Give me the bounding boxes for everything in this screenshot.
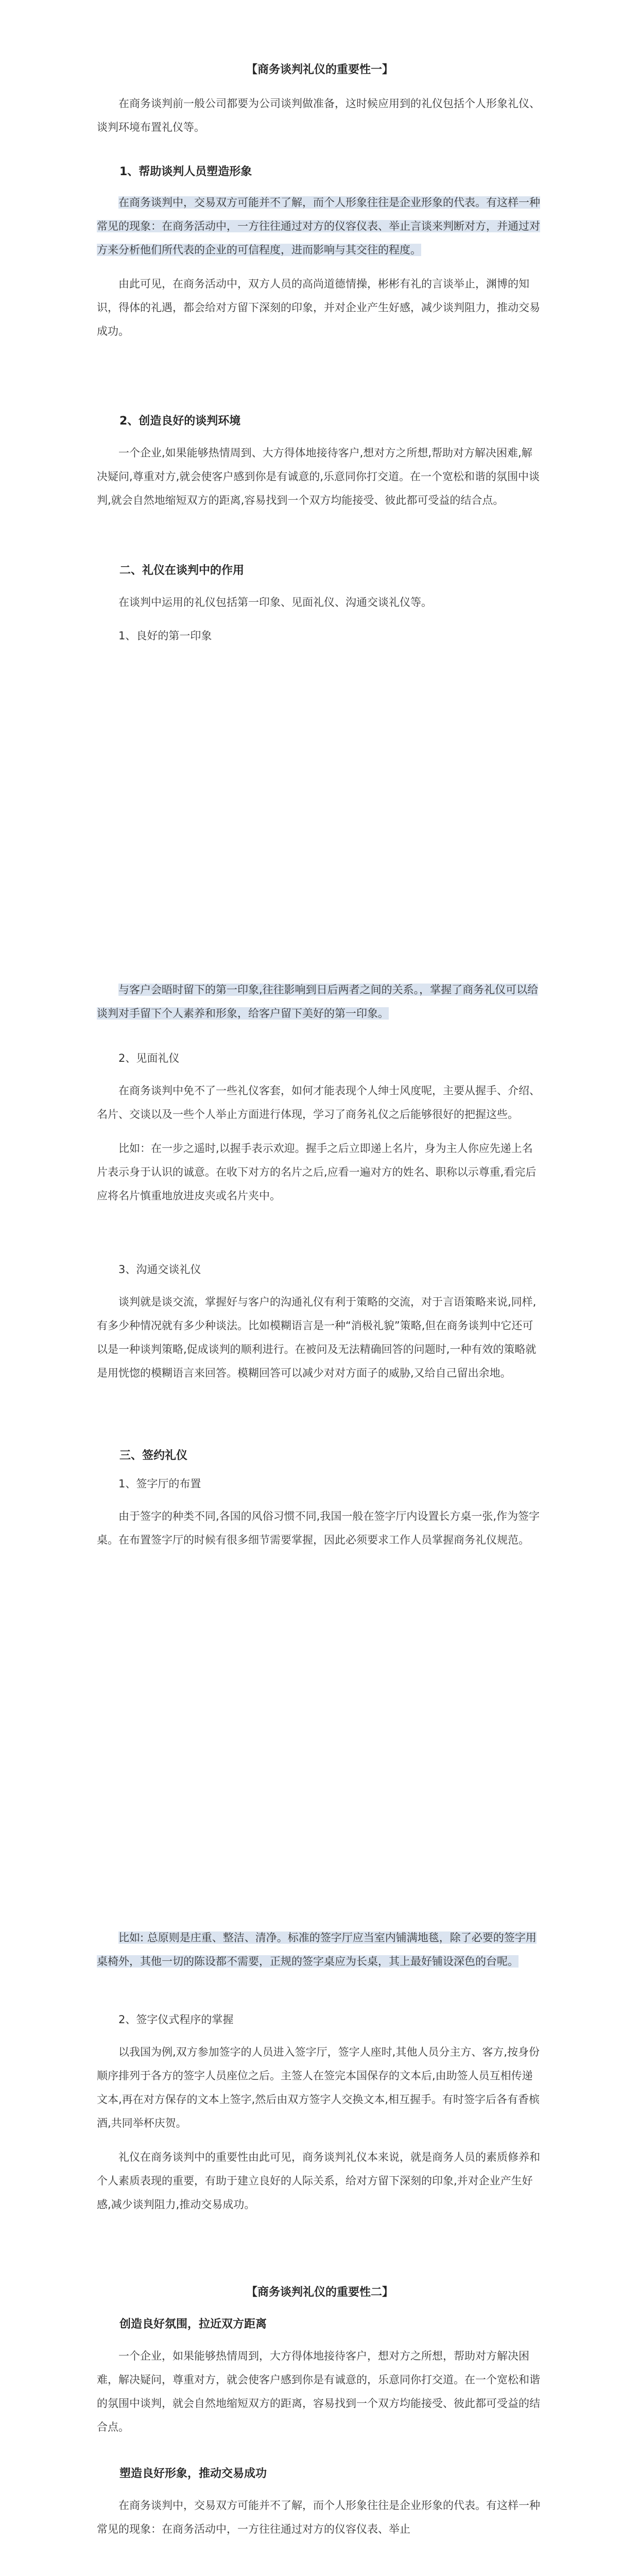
section-intro [97,92,543,139]
intro-paragraph: 在商务谈判前一般公司都要为公司谈判做准备，这时候应用到的礼仪包括个人形象礼仪、谈判环境布置礼仪等。 [97,97,540,133]
section-heading: 创造良好氛围，拉近双方距离 [119,2318,267,2331]
article-title: 【商务谈判礼仪的重要性一】 [246,63,393,76]
paragraph: 一个企业,如果能够热情周到、大方得体地接待客户,想对方之所想,帮助对方解决困难,解决疑问,尊重对方,就会使客户感到你是有诚意的,乐意同你打交道。在一个宽松和谐的氛围中谈判,就会自然地缩短双方的距离,容易找到一个双方均能接受、彼此都可受益的结合点。 [97,447,540,506]
section-3-heading [97,562,543,578]
subsection-3-2-body [97,1079,543,1208]
section-heading: 二、礼仪在谈判中的作用 [119,564,245,577]
part-2-body-2a [97,2494,543,2541]
paragraph: 由此可见，在商务活动中，双方人员的高尚道德情操，彬彬有礼的言谈举止，渊博的知识，得体的礼遇，都会给对方留下深刻的印象，并对企业产生好感，减少谈判阻力，推动交易成功。 [97,278,540,337]
part-2-body-1 [97,2344,543,2439]
paragraph: 一个企业，如果能够热情周到，大方得体地接待客户，想对方之所想，帮助对方解决困难，解决疑问，尊重对方，就会使客户感到你是有诚意的，乐意同你打交道。在一个宽松和谐的氛围中谈判，就会自然地缩短双方的距离，容易找到一个双方均能接受、彼此都可受益的结合点。 [97,2350,540,2433]
subsection-4-2-heading [97,2011,543,2027]
section-1-heading [97,163,543,179]
paragraph: 比如：在一步之遥时,以握手表示欢迎。握手之后立即递上名片，身为主人你应先递上名片表示身于认识的诚意。在收下对方的名片之后,应看一遍对方的姓名、职称以示尊重,看完后应将名片慎重地放进皮夹或名片夹中。 [97,1142,537,1202]
subsection-3-3-body [97,1290,543,1385]
blank-space [97,1587,543,1906]
paragraph [97,978,543,1025]
article-title: 【商务谈判礼仪的重要性二】 [246,2286,393,2299]
subsection-heading: 3、沟通交谈礼仪 [118,1263,201,1276]
highlighted-text: 在商务谈判中，交易双方可能并不了解，而个人形象往往是企业形象的代表。有这样一种常见的现象：在商务活动中，一方往往通过对方的仪容仪表、举止言谈来判断对方，并通过对方来分析他们所代表的企业的可信程度，进而影响与其交往的程度。 [97,196,540,256]
part-2-heading-1 [97,2315,543,2331]
subsection-heading: 2、签字仪式程序的掌握 [118,2013,234,2026]
subsection-3-2-heading [97,1050,543,1065]
document-title-2 [97,2283,543,2299]
blank-space [97,2545,543,2576]
section-4-heading [97,1447,543,1463]
subsection-heading: 1、良好的第一印象 [118,630,212,642]
subsection-4-1-heading [97,1476,543,1491]
subsection-3-1-heading [97,628,543,643]
subsection-4-1-body [97,1504,543,1552]
section-heading: 2、创造良好的谈判环境 [119,415,241,428]
paragraph: 由于签字的种类不同,各国的风俗习惯不同,我国一般在签字厅内设置长方桌一张,作为签字桌。在布置签字厅的时候有很多细节需要掌握，因此必须要求工作人员掌握商务礼仪规范。 [97,1510,540,1546]
section-2-heading [97,412,543,428]
section-heading: 1、帮助谈判人员塑造形象 [119,165,252,178]
paragraph: 以我国为例,双方参加签字的人员进入签字厅，签字人座时,其他人员分主方、客方,按身份顺序排列于各方的签字人员座位之后。主签人在签完本国保存的文本后,由助签人员互相传递文本,再在对方保存的文本上签字,然后由双方签字人交换文本,相互握手。有时签字后各有香槟酒,共同举杯庆贺。 [97,2046,540,2129]
paragraph: 在商务谈判中免不了一些礼仪客套，如何才能表现个人绅士风度呢，主要从握手、介绍、名片、交谈以及一些个人举止方面进行体现，学习了商务礼仪之后能够很好的把握这些。 [97,1084,540,1121]
subsection-3-1-body [97,978,543,1025]
subsection-heading: 1、签字厅的布置 [118,1478,201,1490]
section-heading: 三、签约礼仪 [119,1449,188,1462]
paragraph: 礼仪在商务谈判中的重要性由此可见，商务谈判礼仪本来说，就是商务人员的素质修养和个人素质表现的重要，有助于建立良好的人际关系，给对方留下深刻的印象,并对企业产生好感,减少谈判阻力,推动交易成功。 [97,2151,540,2211]
subsection-4-1-example [97,1926,543,1973]
paragraph [97,191,543,262]
paragraph: 在商务谈判中，交易双方可能并不了解，而个人形象往往是企业形象的代表。有这样一种常见的现象：在商务活动中，一方往往通过对方的仪容仪表、举止 [97,2499,540,2535]
section-3-intro [97,590,543,614]
section-1-body [97,191,543,343]
paragraph [97,1926,543,1973]
highlighted-text: 比如: 总原则是庄重、整洁、清净。标准的签字厅应当室内铺满地毯，除了必要的签字用桌椅外，其他一切的陈设都不需要，正规的签字桌应为长桌，其上最好铺设深色的台呢。 [97,1931,537,1968]
paragraph: 谈判就是谈交流，掌握好与客户的沟通礼仪有利于策略的交流，对于言语策略来说,同样,有多少种情况就有多少种谈法。比如模糊语言是一种“消极礼貌”策略,但在商务谈判中它还可以是一种谈判策略,促成谈判的顺利进行。在被问及无法精确回答的问题时,一种有效的策略就是用恍惚的模糊语言来回答。模糊回答可以减少对对方面子的威胁,又给自己留出余地。 [97,1296,537,1379]
part-2-heading-2 [97,2465,543,2481]
section-heading: 塑造良好形象，推动交易成功 [119,2467,267,2480]
highlighted-text: 与客户会晤时留下的第一印象,往往影响到日后两者之间的关系。，掌握了商务礼仪可以给谈判对手留下个人素养和形象，给客户留下美好的第一印象。 [97,984,539,1020]
subsection-3-3-heading [97,1261,543,1277]
subsection-heading: 2、见面礼仪 [118,1052,180,1064]
subsection-4-2-body [97,2040,543,2216]
blank-space [97,654,543,963]
section-2-body [97,441,543,512]
document-title-1 [97,61,543,77]
paragraph: 在谈判中运用的礼仪包括第一印象、见面礼仪、沟通交谈礼仪等。 [118,596,432,608]
